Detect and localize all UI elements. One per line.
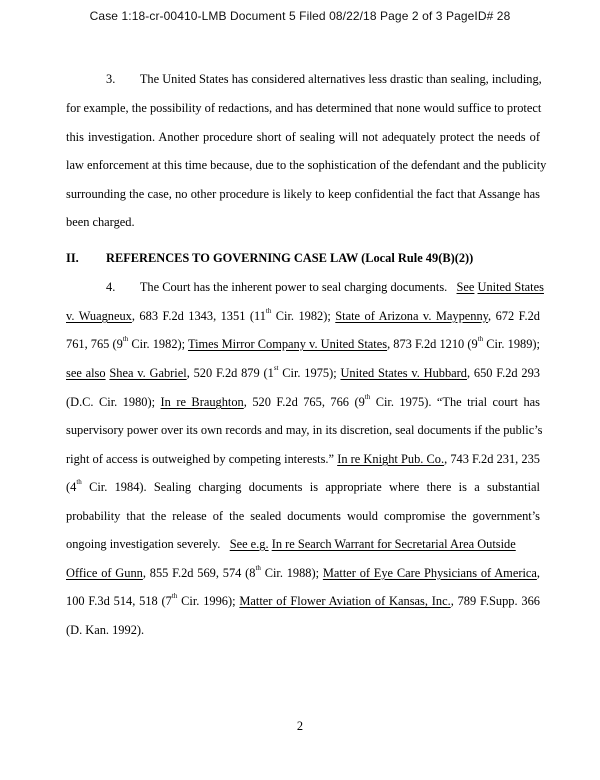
text-run: (D.C. Cir. 1980);: [66, 395, 161, 409]
text-run: right of access is outweighed by competing interests.”: [66, 452, 338, 466]
document-body: [66, 0, 547, 700]
text-run: , 855 F.2d 569, 574 (8: [142, 566, 256, 580]
ordinal-suffix: th: [76, 478, 82, 486]
paragraph-line: [66, 452, 540, 467]
paragraph-line: probability that the release of the sealed documents would compromise the government’s: [66, 509, 540, 523]
text-run: 4. The Court has the inherent power to seal charging documents.: [106, 280, 457, 294]
text-run: , 683 F.2d 1343, 1351 (11: [131, 309, 266, 323]
text-run: , 873 F.2d 1210 (9: [387, 337, 478, 351]
text-run: Cir. 1996);: [177, 594, 240, 608]
text-run: Cir. 1982);: [271, 309, 336, 323]
ordinal-suffix: th: [477, 335, 484, 343]
case-citation: State of Arizona v. Maypenny: [335, 309, 489, 323]
paragraph-line: 3. The United States has considered alternatives less drastic than sealing, including,: [106, 72, 542, 86]
paragraph-line: [66, 537, 516, 552]
paragraph-line: [66, 594, 540, 609]
case-header: Case 1:18-cr-00410-LMB Document 5 Filed 08/22/18 Page 2 of 3 PageID# 28: [89, 9, 511, 23]
ordinal-suffix: th: [255, 564, 261, 572]
paragraph-line: [66, 337, 540, 352]
paragraph-line: (D. Kan. 1992).: [66, 623, 145, 637]
case-citation: Times Mirror Company v. United States: [187, 337, 388, 351]
paragraph-line: [66, 480, 540, 495]
section-number: II.: [66, 251, 79, 265]
ordinal-suffix: st: [273, 364, 279, 372]
paragraph-line: law enforcement at this time because, due to the sophistication of the defendant and the publicity: [66, 158, 547, 172]
text-run: ,: [536, 566, 540, 580]
text-run: Cir. 1975). “The trial court has: [370, 395, 540, 409]
signal-see-eg: See e.g.: [229, 537, 269, 551]
paragraph-line: supervisory power over its own records and may, in its discretion, seal documents if the public’s: [66, 423, 543, 437]
case-citation: United States v. Hubbard: [340, 366, 467, 380]
ordinal-suffix: th: [171, 592, 178, 600]
paragraph-line: [106, 280, 544, 295]
case-citation: Matter of Flower Aviation of Kansas, Inc.: [239, 594, 451, 608]
case-citation: Shea v. Gabriel: [109, 366, 187, 380]
section-title: REFERENCES TO GOVERNING CASE LAW (Local Rule 49(B)(2)): [106, 251, 474, 265]
section-heading: [66, 251, 474, 266]
paragraph-line: been charged.: [66, 215, 135, 229]
ordinal-suffix: th: [364, 393, 371, 401]
paragraph-line: [66, 395, 540, 410]
ordinal-suffix: th: [265, 307, 272, 315]
paragraph-line: [66, 566, 540, 581]
case-citation: Matter of Eye Care Physicians of America: [322, 566, 537, 580]
text-run: , 743 F.2d 231, 235: [444, 452, 540, 466]
paragraph-line: [66, 366, 540, 381]
text-run: , 650 F.2d 293: [466, 366, 540, 380]
text-run: Cir. 1975);: [278, 366, 341, 380]
text-run: (4: [66, 480, 77, 494]
text-run: ongoing investigation severely.: [66, 537, 230, 551]
case-citation: In re Knight Pub. Co.: [337, 452, 445, 466]
paragraph-line: surrounding the case, no other procedure is likely to keep confidential the fact that Assange has: [66, 187, 540, 201]
text-run: , 789 F.Supp. 366: [450, 594, 541, 608]
paragraph-line: [66, 309, 540, 324]
case-citation: In re Braughton: [160, 395, 244, 409]
page-number: 2: [296, 719, 304, 733]
case-citation: United States: [477, 280, 544, 294]
paragraph-line: for example, the possibility of redactions, and has determined that none would suffice to protect: [66, 101, 542, 115]
signal-see: See: [456, 280, 475, 294]
text-run: Cir. 1989);: [483, 337, 540, 351]
text-run: , 672 F.2d: [488, 309, 541, 323]
text-run: Cir. 1988);: [260, 566, 323, 580]
case-citation: In re Search Warrant for Secretarial Area Outside: [271, 537, 516, 551]
ordinal-suffix: th: [122, 335, 129, 343]
case-citation: Office of Gunn: [66, 566, 143, 580]
text-run: , 520 F.2d 765, 766 (9: [243, 395, 365, 409]
case-citation: v. Wuagneux: [66, 309, 132, 323]
text-run: , 520 F.2d 879 (1: [186, 366, 274, 380]
text-run: 100 F.3d 514, 518 (7: [66, 594, 172, 608]
signal-see-also: see also: [66, 366, 106, 380]
text-run: 761, 765 (9: [66, 337, 123, 351]
text-run: Cir. 1982);: [128, 337, 188, 351]
paragraph-line: this investigation. Another procedure short of sealing will not adequately protect the needs of: [66, 130, 540, 144]
text-run: Cir. 1984). Sealing charging documents is appropriate where there is a substantial: [81, 480, 540, 494]
